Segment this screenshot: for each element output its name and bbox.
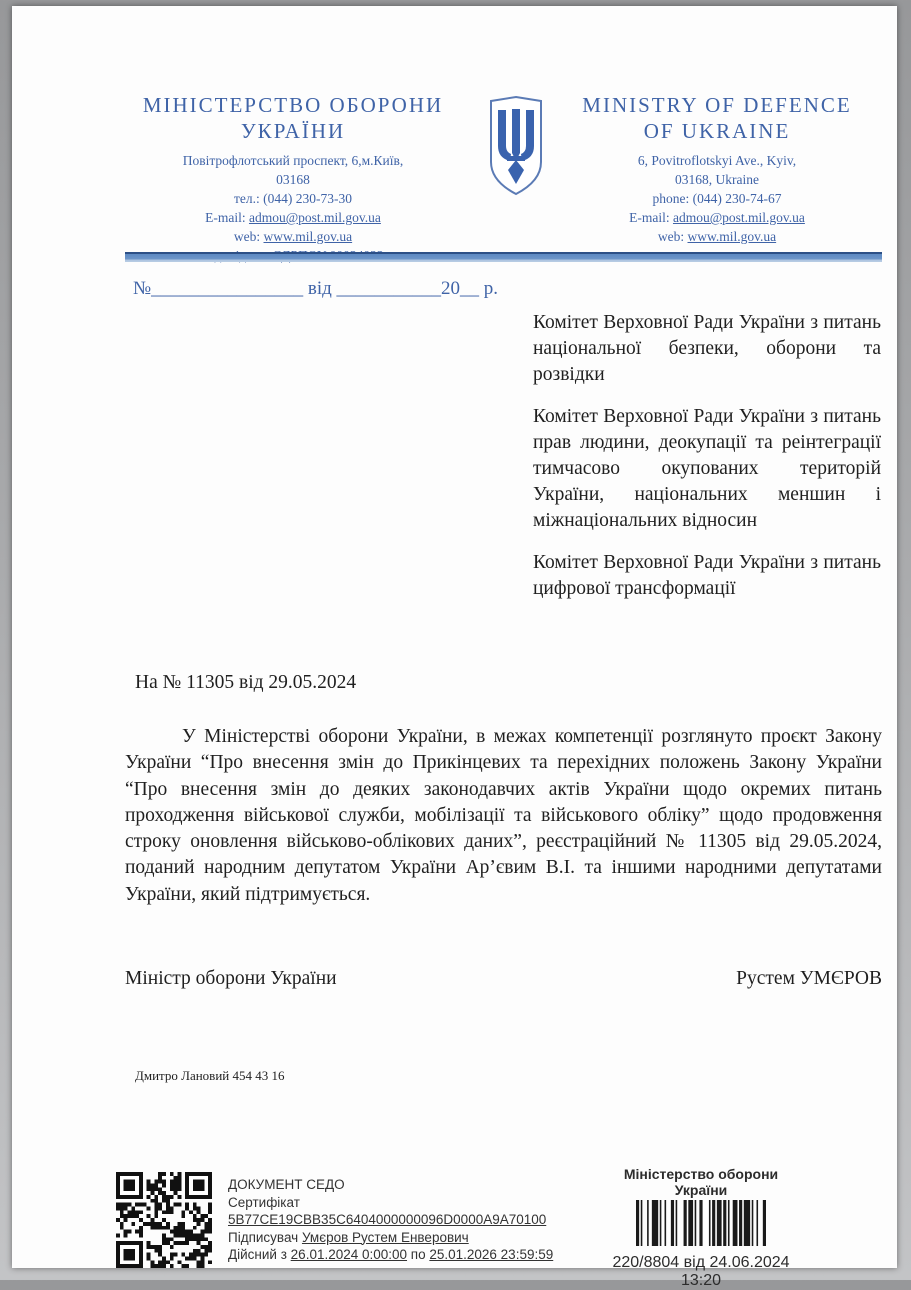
coat-of-arms-icon <box>485 94 547 198</box>
addressee-committee-digital: Комітет Верховної Ради України з питань цифрової трансформації <box>533 552 881 599</box>
certificate-id: 5B77CE19CBB35C6404000000096D0000A9A70100 <box>228 1212 547 1227</box>
sedo-signature-stamp <box>228 1176 598 1264</box>
qr-code <box>116 1172 212 1268</box>
stamp-area <box>12 1164 897 1289</box>
sedo-signer-line: Підписувач Умєров Рустем Енверович <box>228 1229 469 1245</box>
email-link-en[interactable]: admou@post.mil.gov.ua <box>672 210 805 225</box>
ministry-title-uk-line2: УКРАЇНИ <box>240 119 346 143</box>
addressee-committee-security: Комітет Верховної Ради України з питань національної безпеки, оборони та розвідки <box>533 312 881 385</box>
sedo-title: ДОКУМЕНТ СЕДО <box>228 1177 345 1192</box>
phone-en: phone: (044) 230-74-67 <box>652 191 782 206</box>
contact-block-uk <box>113 151 473 265</box>
address-line-en: 6, Povitroflotskyi Ave., Kyiv, <box>637 153 797 168</box>
ministry-title-en-line1: MINISTRY OF DEFENCE <box>582 93 852 117</box>
registration-number: 220/8804 від 24.06.2024 13:20 <box>612 1254 790 1289</box>
email-line-en: E-mail: admou@post.mil.gov.ua <box>629 210 805 225</box>
letter-body: У Міністерстві оборони України, в межах компетенції розглянуто проєкт Закону України “Про внесення змін до Прикінцевих та перехідних положень Закону України “Про внесення змін до деяких законодавчих актів України щодо окремих питань проходження військової служби, мобілізації та військового обліку” щодо продовження строку оновлення військово-облікових даних”, реєстраційний № 11305 від 29.05.2024, поданий народним депутатом України Ар’євим В.І. та іншими народними депутатами України, який підтримується. <box>125 726 882 905</box>
signer-name: Рустем УМЄРОВ <box>736 968 882 989</box>
signer-full-name: Умєров Рустем Енверович <box>301 1229 469 1245</box>
ministry-title-uk-line1: МІНІСТЕРСТВО ОБОРОНИ <box>142 93 444 117</box>
ministry-title-uk <box>113 92 473 144</box>
phone-uk: тел.: (044) 230-73-30 <box>234 191 352 206</box>
sedo-certificate-line: Сертифікат 5B77CE19CBB35C6404000000096D0000A9A70100 <box>228 1194 547 1227</box>
address-line-uk: Повітрофлотський проспект, 6,м.Київ, <box>182 153 404 168</box>
valid-from: 26.01.2024 0:00:00 <box>290 1247 408 1262</box>
ministry-title-en <box>547 92 887 144</box>
letter-page <box>12 6 897 1289</box>
reply-reference: На № 11305 від 29.05.2024 <box>135 672 357 693</box>
registration-org: Міністерство оборони України <box>623 1166 779 1198</box>
letterhead-divider <box>125 252 882 262</box>
executor-line: Дмитро Лановий 454 43 16 <box>135 1068 285 1083</box>
barcode <box>636 1200 766 1246</box>
registration-stamp <box>596 1166 806 1290</box>
letterhead-english <box>547 92 887 246</box>
letterhead-ukrainian <box>113 92 473 265</box>
web-line-uk: web: www.mil.gov.ua <box>233 229 353 244</box>
valid-to: 25.01.2026 23:59:59 <box>429 1247 554 1262</box>
web-link-uk[interactable]: www.mil.gov.ua <box>263 229 353 244</box>
signature-row <box>125 968 882 990</box>
signer-position: Міністр оборони України <box>125 968 337 989</box>
outgoing-number-line: №________________ від ___________20__ р. <box>133 278 499 299</box>
addressee-block <box>533 310 881 618</box>
email-link-uk[interactable]: admou@post.mil.gov.ua <box>248 210 381 225</box>
web-link-en[interactable]: www.mil.gov.ua <box>687 229 777 244</box>
email-line-uk: E-mail: admou@post.mil.gov.ua <box>205 210 381 225</box>
postcode-uk: 03168 <box>276 172 310 187</box>
contact-block-en <box>547 151 887 246</box>
ministry-title-en-line2: OF UKRAINE <box>643 119 791 143</box>
addressee-committee-human-rights: Комітет Верховної Ради України з питань прав людини, деокупації та реінтеграції тимчасово окупованих територій України, національних меншин і міжнаціональних відносин <box>533 406 881 531</box>
postcode-en: 03168, Ukraine <box>675 172 759 187</box>
sedo-validity-line: Дійсний з 26.01.2024 0:00:00 по 25.01.2026 23:59:59 <box>228 1247 554 1262</box>
web-line-en: web: www.mil.gov.ua <box>657 229 777 244</box>
